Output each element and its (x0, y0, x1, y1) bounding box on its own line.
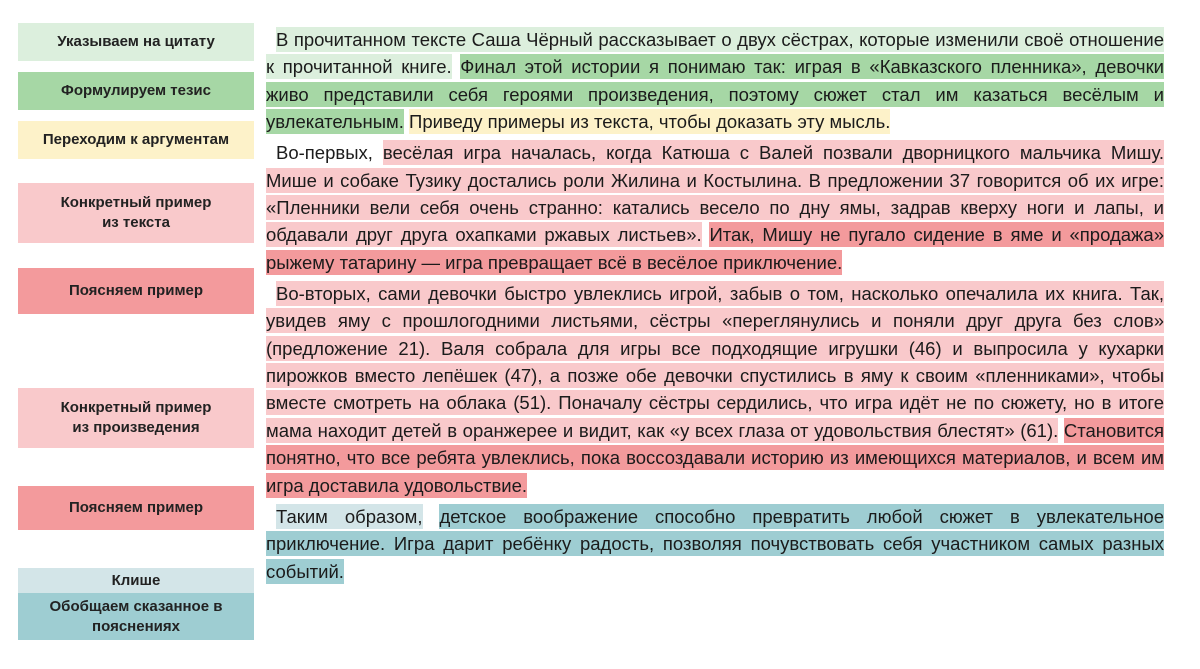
legend-example-work-label: Конкретный пример из произведения (60, 399, 212, 436)
legend-explain-2 (18, 486, 254, 530)
work-example-segment: Во-вторых, сами девочки быстро увлеклись игрой, забыв о том, насколько опечалила их книга. Так, увидев яму с прошлогодними листьями, сёстры «переглянулись и поняли друг друга без слов» (предложение 21). Валя собрала для игры все подходящие игрушки (46) и выпросила у кухарки пирожков вместо лепёшек (47), а позже обе девочки спустились в яму к своим «пленниками», чтобы вместе смотреть на облака (51). Поначалу сёстры сердились, что игра идёт не по сюжету, но в итоге мама находит детей в оранжерее и видит, как «у всех глаза от удовольствия блестят» (61). (266, 282, 1164, 441)
essay-text (266, 26, 1164, 589)
args-transition-segment: Приведу примеры из текста, чтобы доказать эту мысль. (409, 111, 891, 133)
legend-quote-label: Указываем на цитату (57, 33, 215, 50)
paragraph-intro (266, 26, 1164, 136)
legend-summary-label: Обобщаем сказанное в пояснениях (49, 597, 223, 635)
paragraph-first-argument (266, 139, 1164, 276)
first-argument-intro: Во-первых, (276, 142, 373, 164)
legend-example-text-label: Конкретный пример из текста (60, 194, 212, 231)
legend-quote (18, 23, 254, 61)
legend-summary (18, 593, 254, 640)
legend-args (18, 121, 254, 159)
legend-cliche (18, 568, 254, 593)
legend-example-text (18, 183, 254, 243)
thesis-segment: Финал этой истории я понимаю так: играя в «Кавказского пленника», девочки живо представили себя героями произведения, поэтому сюжет стал им казаться весёлым и увлекательным. (266, 56, 1164, 133)
legend-args-label: Переходим к аргументам (42, 131, 230, 148)
legend-cliche-label: Клише (111, 571, 161, 589)
text-example-segment: весёлая игра началась, когда Катюша с Валей позвали дворницкого мальчика Мишу. Мише и собаке Тузику достались роли Жилина и Костылина. В предложении 37 говорится об их игре: «Пленники вели себя очень странно: катались весело по дну ямы, задрав кверху ноги и лапы, и обдавали друг друга охапками ржавых листьев». (266, 142, 1164, 246)
summary-segment: детское воображение способно превратить любой сюжет в увлекательное приключение. Игра дарит ребёнку радость, позволяя почувствовать себя участником самых разных событий. (266, 505, 1164, 582)
quote-segment: В прочитанном тексте Саша Чёрный рассказывает о двух сёстрах, которые изменили своё отношение к прочитанной книге. (266, 29, 1164, 78)
cliche-segment: Таким образом, (276, 505, 423, 527)
legend-example-work (18, 388, 254, 448)
paragraph-second-argument (266, 280, 1164, 499)
example-explanation-1: Итак, Мишу не пугало сидение в яме и «продажа» рыжему татарину — игра превращает всё в весёлое приключение. (266, 224, 1165, 273)
legend-explain-1 (18, 268, 254, 314)
example-explanation-2: Становится понятно, что все ребята увлеклись, пока воссоздавали историю из имеющихся материалов, и всем им игра доставила удовольствие. (266, 419, 1164, 496)
legend-thesis (18, 72, 254, 110)
paragraph-conclusion (266, 503, 1164, 585)
legend-thesis-label: Формулируем тезис (61, 82, 211, 99)
legend-explain-2-label: Поясняем пример (68, 499, 204, 516)
legend-explain-1-label: Поясняем пример (68, 282, 204, 299)
